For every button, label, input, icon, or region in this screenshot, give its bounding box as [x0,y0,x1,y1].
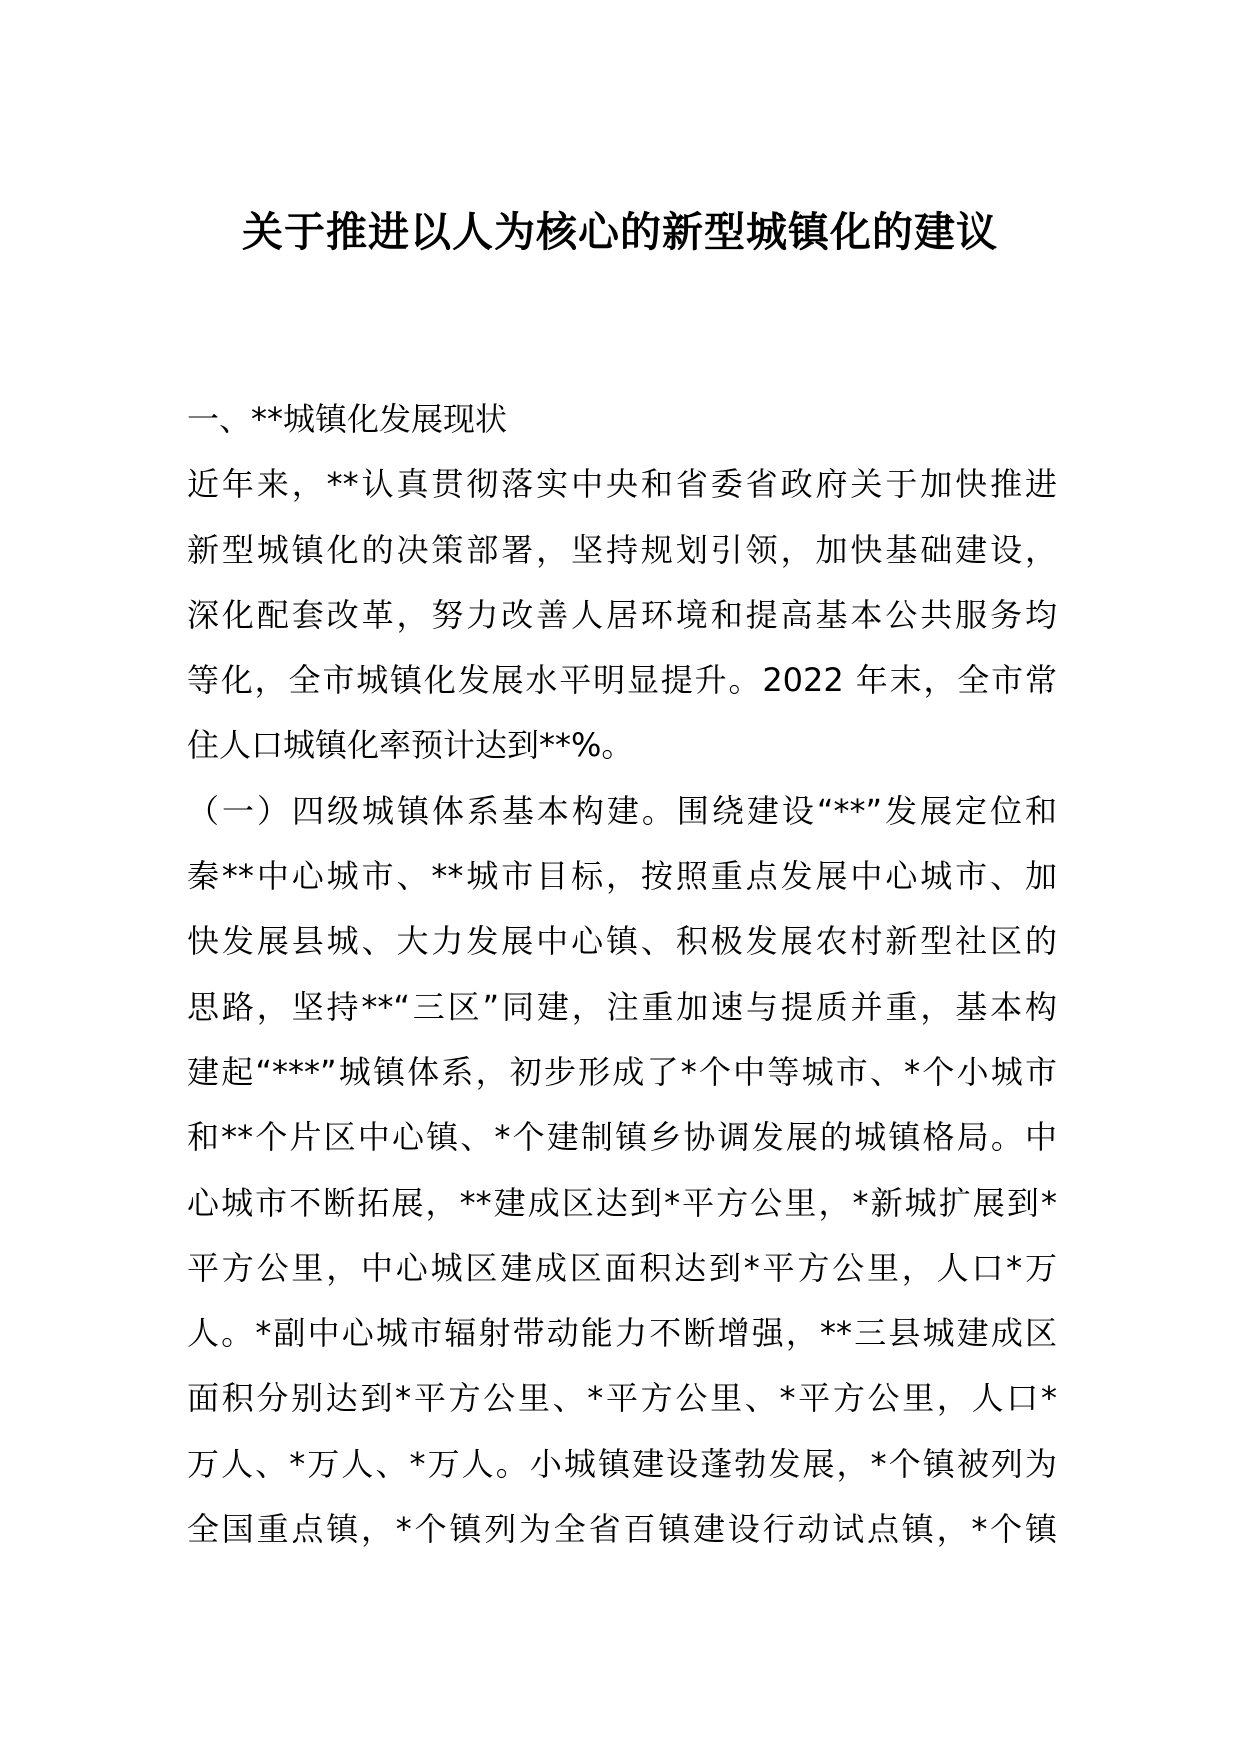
paragraph-line: 万人、*万人、*万人。小城镇建设蓬勃发展，*个镇被列为 [187,1444,1057,1483]
paragraph-line: 深化配套改革，努力改善人居环境和提高基本公共服务均 [187,595,1057,634]
paragraph-line: 住人口城镇化率预计达到**%。 [187,726,634,765]
paragraph-line: 心城市不断拓展，**建成区达到*平方公里，*新城扩展到* [187,1183,1057,1222]
paragraph-line: 思路，坚持**“三区”同建，注重加速与提质并重，基本构 [187,987,1057,1026]
document-body [187,387,1057,1562]
paragraph-line: 平方公里，中心城区建成区面积达到*平方公里，人口*万 [187,1248,1057,1287]
document-title: 关于推进以人为核心的新型城镇化的建议 [242,208,998,256]
section-heading: 一、**城镇化发展现状 [187,400,508,438]
paragraph-line: 等化，全市城镇化发展水平明显提升。2022 年末，全市常 [187,661,1057,700]
paragraph-line: 建起“***”城镇体系，初步形成了*个中等城市、*个小城市 [187,1052,1057,1091]
paragraph-line: 面积分别达到*平方公里、*平方公里、*平方公里，人口* [187,1379,1057,1418]
paragraph-line: 人。*副中心城市辐射带动能力不断增强，**三县城建成区 [187,1314,1057,1353]
paragraph-line: 新型城镇化的决策部署，坚持规划引领，加快基础建设， [187,530,1057,569]
paragraph-line: 秦**中心城市、**城市目标，按照重点发展中心城市、加 [187,857,1057,896]
paragraph-line: 和**个片区中心镇、*个建制镇乡协调发展的城镇格局。中 [187,1118,1057,1157]
paragraph-line: 快发展县城、大力发展中心镇、积极发展农村新型社区的 [187,922,1057,961]
paragraph-line: 近年来，**认真贯彻落实中央和省委省政府关于加快推进 [187,465,1057,504]
paragraph-line: 全国重点镇，*个镇列为全省百镇建设行动试点镇，*个镇 [187,1510,1057,1549]
subsection-line: （一）四级城镇体系基本构建。围绕建设“**”发展定位和 [187,791,1057,830]
